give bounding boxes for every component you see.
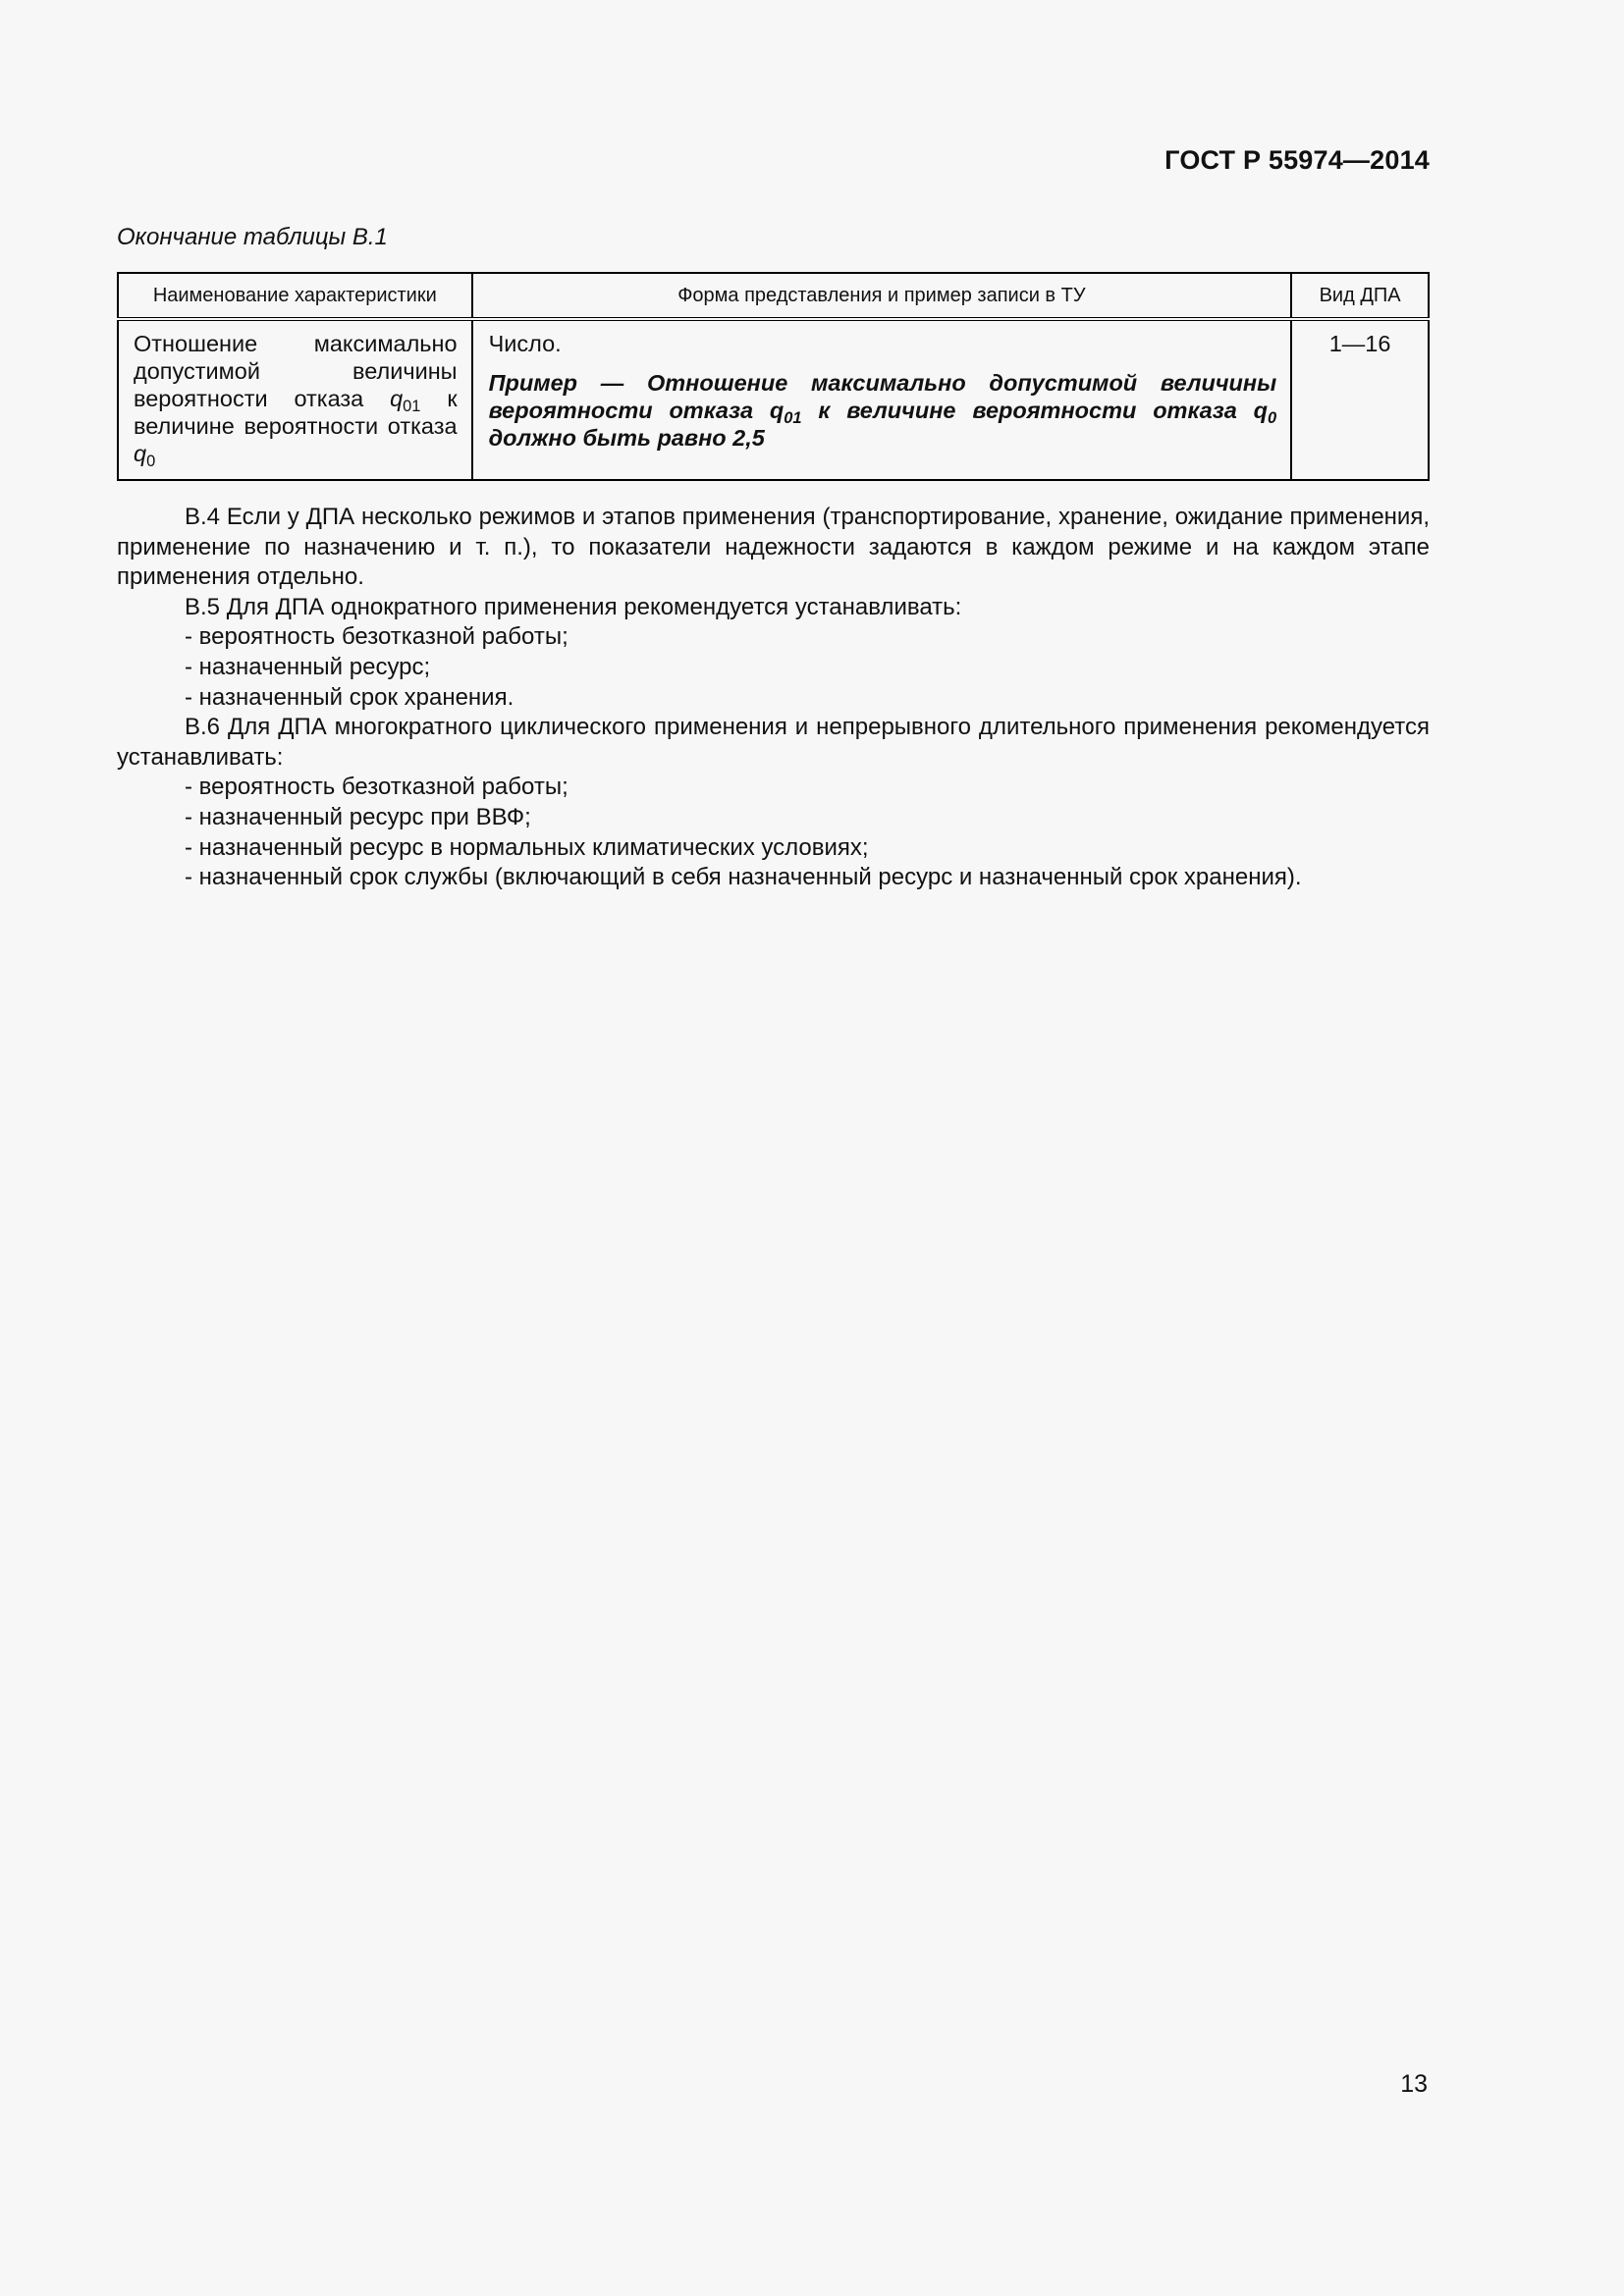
list-item: - назначенный срок службы (включающий в себя назначенный ресурс и назначенный срок хранения). [185, 864, 1302, 891]
column-header-dpa: Вид ДПА [1291, 273, 1429, 319]
body-text [117, 503, 1430, 893]
column-header-name: Наименование характеристики [118, 273, 472, 319]
symbol-q: q [134, 441, 147, 466]
subscript-01: 01 [403, 398, 421, 415]
document-code: ГОСТ Р 55974—2014 [1164, 145, 1430, 175]
symbol-q: q [390, 386, 404, 411]
example-text [489, 369, 1277, 452]
table-header-row [118, 273, 1429, 319]
list-item: - вероятность безотказной работы; [185, 774, 568, 801]
paragraph-b4: В.4 Если у ДПА несколько режимов и этапов применения (транспортирование, хранение, ожидание применения, применение по назначению и т. п.), то показатели надежности задаются в каждом режиме и на каждом этапе применения отдельно. [117, 504, 1430, 591]
example-part-2: к величине вероятности отказа q [818, 398, 1268, 423]
list-item: - вероятность безотказной работы; [185, 623, 568, 651]
form-cell [472, 319, 1292, 480]
list-item: - назначенный ресурс; [185, 653, 431, 680]
example-subscript-01: 01 [784, 409, 802, 427]
table-row [118, 319, 1429, 480]
characteristic-text-mid: к величине вероятности отказа [134, 386, 458, 439]
table-caption: Окончание таблицы В.1 [117, 224, 388, 250]
characteristic-name-cell [118, 319, 472, 480]
example-part-1: Пример — Отношение максимально допустимой величины вероятности отказа q [488, 370, 1277, 423]
page-number: 13 [1400, 2070, 1428, 2098]
list-item: - назначенный ресурс в нормальных климатических условиях; [185, 833, 869, 861]
example-subscript-0: 0 [1268, 409, 1277, 427]
dpa-kind-cell: 1—16 [1291, 319, 1429, 480]
column-header-form: Форма представления и пример записи в ТУ [472, 273, 1292, 319]
list-item: - назначенный срок хранения. [185, 683, 514, 711]
paragraph-b5: В.5 Для ДПА однократного применения рекомендуется устанавливать: [185, 593, 962, 620]
example-part-3: должно быть равно 2,5 [488, 425, 765, 451]
subscript-0: 0 [146, 453, 156, 470]
list-item: - назначенный ресурс при ВВФ; [185, 803, 531, 830]
characteristic-text: Отношение максимально допустимой величины вероятности отказа [134, 331, 458, 411]
paragraph-b6: В.6 Для ДПА многократного циклического применения и непрерывного длительного применения рекомендуется устанавливать: [117, 714, 1430, 771]
spec-table [117, 272, 1430, 481]
form-intro: Число. [488, 331, 562, 356]
